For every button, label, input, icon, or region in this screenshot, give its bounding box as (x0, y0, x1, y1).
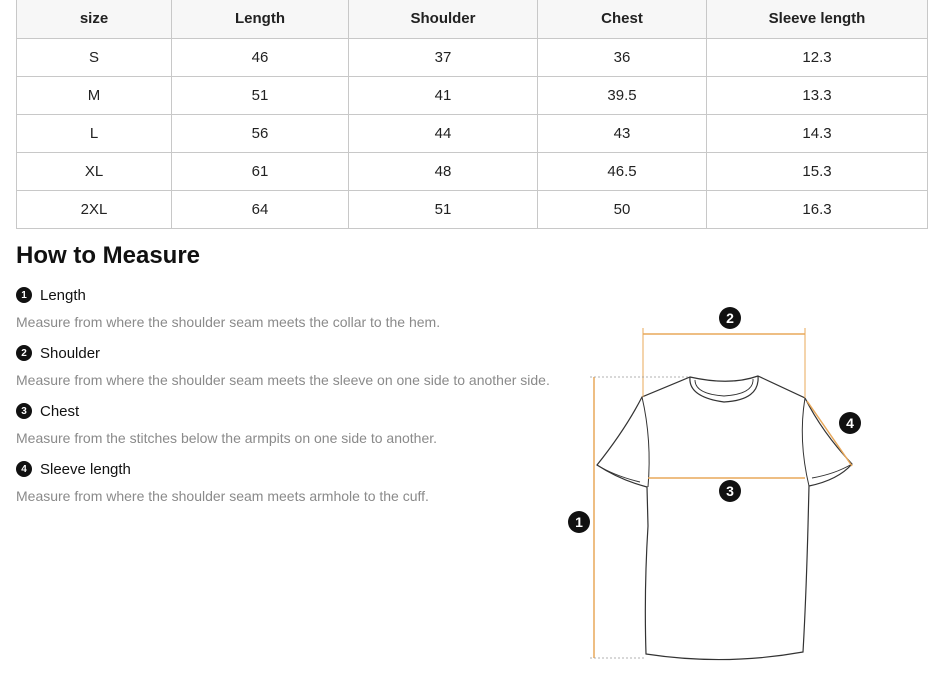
cell-chest: 36 (538, 39, 707, 77)
measure-item-sleeve-length (16, 459, 429, 504)
number-three-icon: 3 (16, 403, 32, 419)
measure-label: Shoulder (40, 344, 101, 362)
cell-size: S (17, 39, 172, 77)
tshirt-outline-icon (560, 300, 931, 670)
header-sleeve-length: Sleeve length (707, 0, 928, 39)
diagram-label-two: 2 (719, 307, 741, 329)
measure-label: Length (40, 286, 86, 304)
cell-shoulder: 37 (349, 39, 538, 77)
table-row (17, 191, 928, 229)
cell-shoulder: 48 (349, 153, 538, 191)
cell-sleeve-length: 12.3 (707, 39, 928, 77)
header-size: size (17, 0, 172, 39)
tshirt-measurement-diagram (560, 300, 931, 670)
header-chest: Chest (538, 0, 707, 39)
cell-size: M (17, 77, 172, 115)
table-row (17, 153, 928, 191)
how-to-measure-title: How to Measure (16, 242, 201, 269)
cell-sleeve-length: 16.3 (707, 191, 928, 229)
cell-length: 64 (172, 191, 349, 229)
measure-item-chest (16, 401, 437, 446)
cell-shoulder: 41 (349, 77, 538, 115)
cell-chest: 39.5 (538, 77, 707, 115)
diagram-label-four: 4 (839, 412, 861, 434)
cell-chest: 43 (538, 115, 707, 153)
number-one-icon: 1 (16, 287, 32, 303)
cell-length: 46 (172, 39, 349, 77)
cell-length: 61 (172, 153, 349, 191)
header-length: Length (172, 0, 349, 39)
cell-sleeve-length: 15.3 (707, 153, 928, 191)
measure-description: Measure from the stitches below the armpits on one side to another. (16, 430, 438, 446)
diagram-label-one: 1 (568, 511, 590, 533)
table-row (17, 77, 928, 115)
cell-sleeve-length: 14.3 (707, 115, 928, 153)
number-two-icon: 2 (16, 345, 32, 361)
measure-label: Chest (40, 402, 80, 420)
diagram-label-three: 3 (719, 480, 741, 502)
cell-size: XL (17, 153, 172, 191)
cell-chest: 46.5 (538, 153, 707, 191)
measure-description: Measure from where the shoulder seam meets the sleeve on one side to another side. (16, 372, 550, 388)
measure-label: Sleeve length (40, 460, 131, 478)
number-four-icon: 4 (16, 461, 32, 477)
size-chart-table (16, 0, 928, 229)
table-row (17, 39, 928, 77)
cell-size: 2XL (17, 191, 172, 229)
table-row (17, 115, 928, 153)
measure-description: Measure from where the shoulder seam meets armhole to the cuff. (16, 488, 429, 504)
cell-chest: 50 (538, 191, 707, 229)
measure-item-shoulder (16, 343, 550, 388)
cell-length: 51 (172, 77, 349, 115)
cell-size: L (17, 115, 172, 153)
header-shoulder: Shoulder (349, 0, 538, 39)
cell-sleeve-length: 13.3 (707, 77, 928, 115)
measure-description: Measure from where the shoulder seam meets the collar to the hem. (16, 314, 441, 330)
cell-shoulder: 44 (349, 115, 538, 153)
length-measure-line (590, 377, 690, 658)
shoulder-measure-line (643, 328, 805, 398)
cell-shoulder: 51 (349, 191, 538, 229)
table-header-row (17, 0, 928, 39)
cell-length: 56 (172, 115, 349, 153)
sleeve-measure-line (807, 401, 852, 466)
measure-item-length (16, 285, 440, 330)
